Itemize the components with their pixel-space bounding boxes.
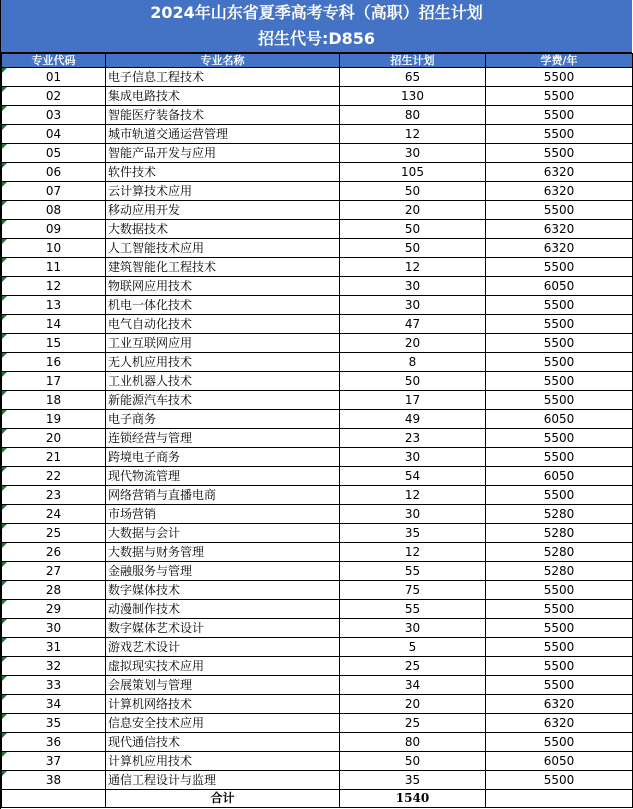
major-name-cell[interactable]: 大数据技术	[106, 220, 340, 239]
quota-cell[interactable]: 50	[340, 220, 486, 239]
major-name-cell[interactable]: 城市轨道交通运营管理	[106, 125, 340, 144]
major-name-cell[interactable]: 大数据与会计	[106, 524, 340, 543]
major-code-cell[interactable]: 15	[2, 334, 106, 353]
major-name-cell[interactable]: 现代物流管理	[106, 467, 340, 486]
major-code-cell[interactable]: 38	[2, 771, 106, 790]
major-code-cell[interactable]: 02	[2, 87, 106, 106]
tuition-cell[interactable]: 5500	[486, 429, 633, 448]
major-name-cell[interactable]: 会展策划与管理	[106, 676, 340, 695]
major-code-cell[interactable]: 37	[2, 752, 106, 771]
table-row	[2, 182, 633, 201]
major-name-cell[interactable]: 游戏艺术设计	[106, 638, 340, 657]
major-code-cell[interactable]: 28	[2, 581, 106, 600]
major-name-cell[interactable]: 电子商务	[106, 410, 340, 429]
quota-cell[interactable]: 55	[340, 562, 486, 581]
major-name-cell[interactable]: 云计算技术应用	[106, 182, 340, 201]
total-label[interactable]: 合计	[106, 790, 340, 808]
table-row	[2, 619, 633, 638]
tuition-cell[interactable]: 5500	[486, 201, 633, 220]
major-name-cell[interactable]: 移动应用开发	[106, 201, 340, 220]
tuition-cell[interactable]: 5500	[486, 486, 633, 505]
quota-cell[interactable]: 30	[340, 296, 486, 315]
major-name-cell[interactable]: 软件技术	[106, 163, 340, 182]
major-name-cell[interactable]: 市场营销	[106, 505, 340, 524]
tuition-cell[interactable]: 5500	[486, 676, 633, 695]
major-code-cell[interactable]: 36	[2, 733, 106, 752]
quota-cell[interactable]: 50	[340, 372, 486, 391]
major-code-cell[interactable]: 23	[2, 486, 106, 505]
tuition-cell[interactable]: 5500	[486, 448, 633, 467]
table-row	[2, 448, 633, 467]
table-row	[2, 524, 633, 543]
major-name-cell[interactable]: 通信工程设计与监理	[106, 771, 340, 790]
tuition-cell[interactable]: 5500	[486, 296, 633, 315]
quota-cell[interactable]: 30	[340, 619, 486, 638]
tuition-cell[interactable]: 6050	[486, 410, 633, 429]
major-code-cell[interactable]: 04	[2, 125, 106, 144]
quota-cell[interactable]: 50	[340, 182, 486, 201]
major-name-cell[interactable]: 电气自动化技术	[106, 315, 340, 334]
quota-cell[interactable]: 55	[340, 600, 486, 619]
major-code-cell[interactable]: 03	[2, 106, 106, 125]
major-name-cell[interactable]: 新能源汽车技术	[106, 391, 340, 410]
tuition-cell[interactable]: 5500	[486, 315, 633, 334]
tuition-cell[interactable]: 6050	[486, 467, 633, 486]
table-row	[2, 353, 633, 372]
quota-cell[interactable]: 5	[340, 638, 486, 657]
major-name-cell[interactable]: 大数据与财务管理	[106, 543, 340, 562]
tuition-cell[interactable]: 5280	[486, 562, 633, 581]
major-name-cell[interactable]: 建筑智能化工程技术	[106, 258, 340, 277]
quota-cell[interactable]: 47	[340, 315, 486, 334]
major-code-cell[interactable]: 27	[2, 562, 106, 581]
major-name-cell[interactable]: 机电一体化技术	[106, 296, 340, 315]
tuition-cell[interactable]: 6050	[486, 752, 633, 771]
major-name-cell[interactable]: 数字媒体艺术设计	[106, 619, 340, 638]
major-code-cell[interactable]: 14	[2, 315, 106, 334]
major-name-cell[interactable]: 智能产品开发与应用	[106, 144, 340, 163]
title-band	[1, 0, 632, 53]
tuition-cell[interactable]: 5500	[486, 353, 633, 372]
table-row	[2, 467, 633, 486]
tuition-cell[interactable]: 6320	[486, 163, 633, 182]
quota-cell[interactable]: 35	[340, 524, 486, 543]
quota-cell[interactable]: 20	[340, 695, 486, 714]
major-code-cell[interactable]: 01	[2, 68, 106, 87]
major-code-cell[interactable]: 10	[2, 239, 106, 258]
quota-cell[interactable]: 20	[340, 201, 486, 220]
quota-cell[interactable]: 75	[340, 581, 486, 600]
tuition-cell[interactable]: 6320	[486, 695, 633, 714]
major-code-cell[interactable]: 05	[2, 144, 106, 163]
table-row	[2, 410, 633, 429]
major-code-cell[interactable]: 29	[2, 600, 106, 619]
header-major-name[interactable]: 专业名称	[106, 54, 340, 68]
table-row	[2, 543, 633, 562]
total-label-cell[interactable]	[2, 790, 106, 808]
table-row	[2, 562, 633, 581]
quota-cell[interactable]: 30	[340, 277, 486, 296]
major-name-cell[interactable]: 跨境电子商务	[106, 448, 340, 467]
table-row	[2, 220, 633, 239]
major-name-cell[interactable]: 工业互联网应用	[106, 334, 340, 353]
major-code-cell[interactable]: 31	[2, 638, 106, 657]
tuition-cell[interactable]: 5500	[486, 334, 633, 353]
tuition-cell[interactable]: 5500	[486, 657, 633, 676]
tuition-cell[interactable]: 6320	[486, 220, 633, 239]
quota-cell[interactable]: 17	[340, 391, 486, 410]
major-name-cell[interactable]: 数字媒体技术	[106, 581, 340, 600]
major-name-cell[interactable]: 集成电路技术	[106, 87, 340, 106]
major-code-cell[interactable]: 07	[2, 182, 106, 201]
major-name-cell[interactable]: 无人机应用技术	[106, 353, 340, 372]
table-row	[2, 429, 633, 448]
header-tuition[interactable]: 学费/年	[486, 54, 633, 68]
major-code-cell[interactable]: 24	[2, 505, 106, 524]
tuition-cell[interactable]: 6320	[486, 714, 633, 733]
tuition-cell[interactable]: 5500	[486, 106, 633, 125]
table-row	[2, 125, 633, 144]
major-code-cell[interactable]: 06	[2, 163, 106, 182]
enrollment-code: 招生代号:D856	[257, 29, 376, 48]
quota-cell[interactable]: 20	[340, 334, 486, 353]
quota-cell[interactable]: 25	[340, 714, 486, 733]
tuition-cell[interactable]: 6320	[486, 182, 633, 201]
major-code-cell[interactable]: 09	[2, 220, 106, 239]
major-name-cell[interactable]: 连锁经营与管理	[106, 429, 340, 448]
table-row	[2, 657, 633, 676]
major-code-cell[interactable]: 20	[2, 429, 106, 448]
major-name-cell[interactable]: 智能医疗装备技术	[106, 106, 340, 125]
table-row	[2, 581, 633, 600]
major-name-cell[interactable]: 动漫制作技术	[106, 600, 340, 619]
tuition-cell[interactable]: 5500	[486, 771, 633, 790]
tuition-cell[interactable]: 5500	[486, 125, 633, 144]
table-row	[2, 391, 633, 410]
major-code-cell[interactable]: 11	[2, 258, 106, 277]
major-code-cell[interactable]: 25	[2, 524, 106, 543]
quota-cell[interactable]: 12	[340, 125, 486, 144]
quota-cell[interactable]: 12	[340, 543, 486, 562]
total-quota[interactable]: 1540	[340, 790, 486, 808]
table-row	[2, 752, 633, 771]
quota-cell[interactable]: 25	[340, 657, 486, 676]
table-row	[2, 87, 633, 106]
table-row	[2, 771, 633, 790]
quota-cell[interactable]: 65	[340, 68, 486, 87]
major-code-cell[interactable]: 21	[2, 448, 106, 467]
tuition-cell[interactable]: 5500	[486, 68, 633, 87]
tuition-cell[interactable]: 5500	[486, 619, 633, 638]
quota-cell[interactable]: 23	[340, 429, 486, 448]
table-row	[2, 163, 633, 182]
major-name-cell[interactable]: 金融服务与管理	[106, 562, 340, 581]
tuition-cell[interactable]: 5280	[486, 505, 633, 524]
enrollment-plan-table	[1, 53, 633, 808]
table-row	[2, 334, 633, 353]
table-row	[2, 638, 633, 657]
table-row	[2, 733, 633, 752]
quota-cell[interactable]: 34	[340, 676, 486, 695]
table-row	[2, 372, 633, 391]
tuition-cell[interactable]: 5500	[486, 600, 633, 619]
quota-cell[interactable]: 30	[340, 505, 486, 524]
tuition-cell[interactable]: 5500	[486, 733, 633, 752]
major-code-cell[interactable]: 22	[2, 467, 106, 486]
major-code-cell[interactable]: 30	[2, 619, 106, 638]
major-name-cell[interactable]: 计算机网络技术	[106, 695, 340, 714]
major-name-cell[interactable]: 现代通信技术	[106, 733, 340, 752]
table-row	[2, 239, 633, 258]
quota-cell[interactable]: 80	[340, 733, 486, 752]
major-code-cell[interactable]: 13	[2, 296, 106, 315]
total-row	[2, 790, 633, 808]
sheet-title: 2024年山东省夏季高考专科（高职）招生计划	[150, 3, 483, 22]
table-row	[2, 505, 633, 524]
major-code-cell[interactable]: 32	[2, 657, 106, 676]
header-quota[interactable]: 招生计划	[340, 54, 486, 68]
quota-cell[interactable]: 12	[340, 258, 486, 277]
table-row	[2, 486, 633, 505]
major-name-cell[interactable]: 网络营销与直播电商	[106, 486, 340, 505]
table-row	[2, 68, 633, 87]
quota-cell[interactable]: 35	[340, 771, 486, 790]
table-row	[2, 144, 633, 163]
major-code-cell[interactable]: 16	[2, 353, 106, 372]
major-code-cell[interactable]: 12	[2, 277, 106, 296]
header-row	[2, 54, 633, 68]
major-code-cell[interactable]: 18	[2, 391, 106, 410]
tuition-cell[interactable]: 5500	[486, 144, 633, 163]
table-row	[2, 201, 633, 220]
tuition-cell[interactable]: 5500	[486, 581, 633, 600]
tuition-cell[interactable]: 6320	[486, 239, 633, 258]
quota-cell[interactable]: 30	[340, 448, 486, 467]
major-name-cell[interactable]: 电子信息工程技术	[106, 68, 340, 87]
quota-cell[interactable]: 8	[340, 353, 486, 372]
tuition-cell[interactable]: 5280	[486, 524, 633, 543]
table-row	[2, 277, 633, 296]
major-name-cell[interactable]: 工业机器人技术	[106, 372, 340, 391]
table-row	[2, 296, 633, 315]
table-row	[2, 258, 633, 277]
quota-cell[interactable]: 12	[340, 486, 486, 505]
table-row	[2, 600, 633, 619]
major-code-cell[interactable]: 35	[2, 714, 106, 733]
tuition-cell[interactable]: 5280	[486, 543, 633, 562]
major-code-cell[interactable]: 34	[2, 695, 106, 714]
major-name-cell[interactable]: 物联网应用技术	[106, 277, 340, 296]
major-name-cell[interactable]: 计算机应用技术	[106, 752, 340, 771]
tuition-cell[interactable]: 6050	[486, 277, 633, 296]
tuition-cell[interactable]: 5500	[486, 87, 633, 106]
quota-cell[interactable]: 80	[340, 106, 486, 125]
quota-cell[interactable]: 30	[340, 144, 486, 163]
major-code-cell[interactable]: 08	[2, 201, 106, 220]
table-row	[2, 315, 633, 334]
tuition-cell[interactable]: 5500	[486, 391, 633, 410]
major-code-cell[interactable]: 17	[2, 372, 106, 391]
table-row	[2, 676, 633, 695]
tuition-cell[interactable]: 5500	[486, 372, 633, 391]
table-row	[2, 695, 633, 714]
quota-cell[interactable]: 105	[340, 163, 486, 182]
quota-cell[interactable]: 54	[340, 467, 486, 486]
major-name-cell[interactable]: 人工智能技术应用	[106, 239, 340, 258]
major-code-cell[interactable]: 19	[2, 410, 106, 429]
quota-cell[interactable]: 130	[340, 87, 486, 106]
quota-cell[interactable]: 50	[340, 239, 486, 258]
header-major-code[interactable]: 专业代码	[2, 54, 106, 68]
tuition-cell[interactable]: 5500	[486, 638, 633, 657]
major-name-cell[interactable]: 虚拟现实技术应用	[106, 657, 340, 676]
major-code-cell[interactable]: 33	[2, 676, 106, 695]
table-row	[2, 106, 633, 125]
quota-cell[interactable]: 50	[340, 752, 486, 771]
tuition-cell[interactable]: 5500	[486, 258, 633, 277]
major-name-cell[interactable]: 信息安全技术应用	[106, 714, 340, 733]
major-code-cell[interactable]: 26	[2, 543, 106, 562]
total-fee-cell[interactable]	[486, 790, 633, 808]
table-row	[2, 714, 633, 733]
quota-cell[interactable]: 49	[340, 410, 486, 429]
